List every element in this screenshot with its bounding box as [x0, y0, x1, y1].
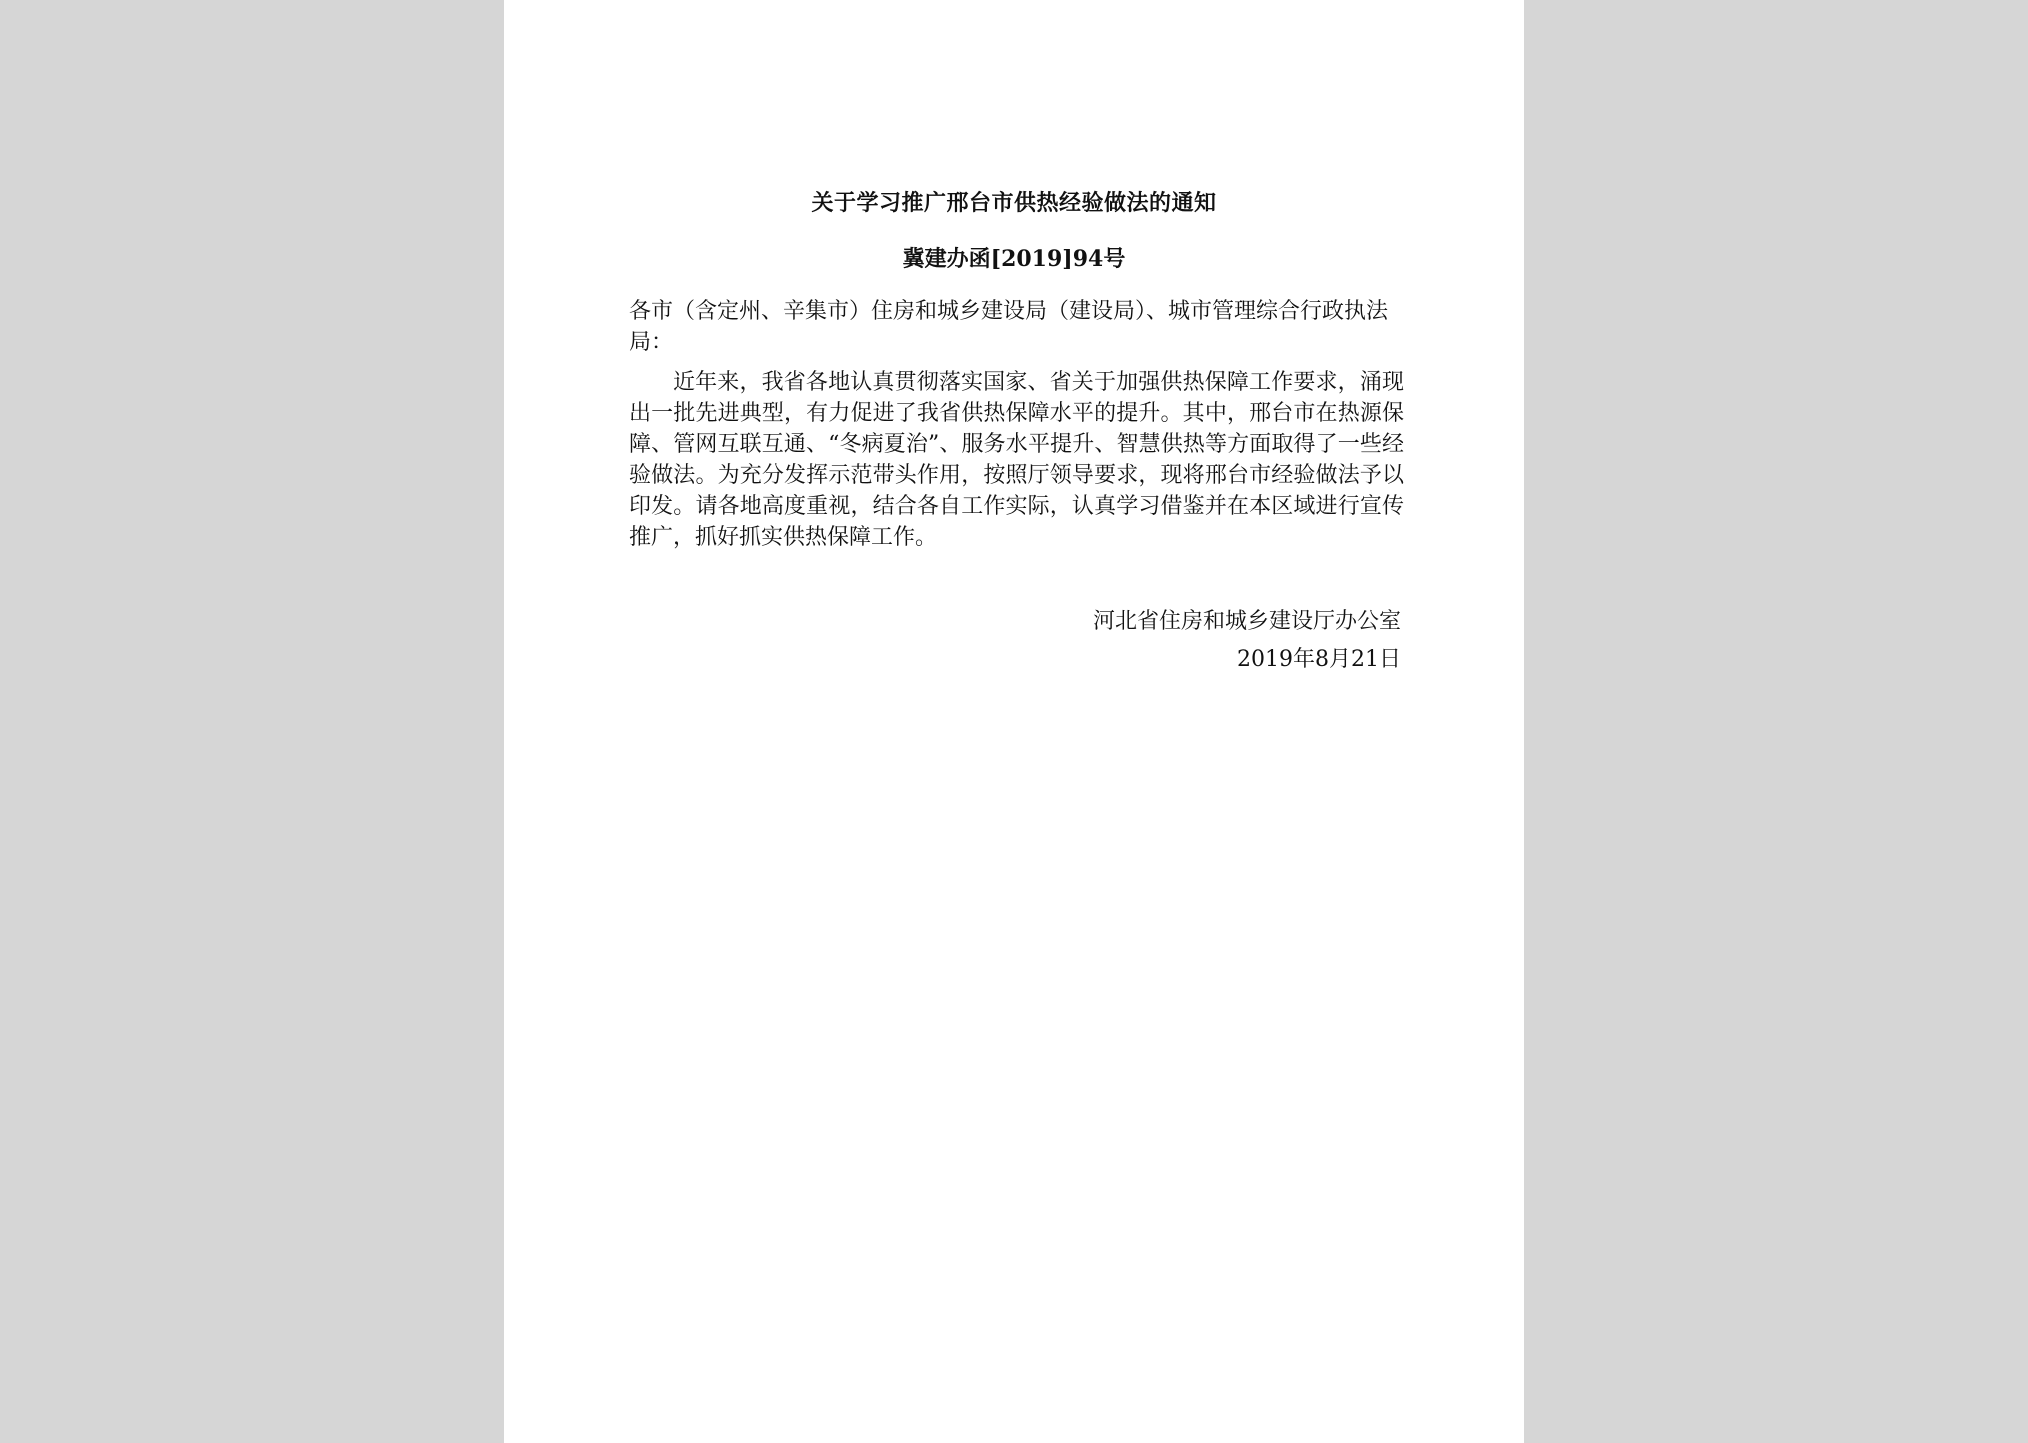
- signature-block: [1093, 603, 1401, 679]
- document-number: 冀建办函[2019]94号: [902, 246, 1126, 272]
- document-page: [504, 0, 1524, 1443]
- issuer: 河北省住房和城乡建设厅办公室: [1092, 609, 1401, 634]
- body-paragraph: 近年来，我省各地认真贯彻落实国家、省关于加强供热保障工作要求，涌现出一批先进典型，有力促进了我省供热保障水平的提升。其中，邢台市在热源保障、管网互联互通、“冬病夏治”、服务水平提升、智慧供热等方面取得了一些经验做法。为充分发挥示范带头作用，按照厅领导要求，现将邢台市经验做法予以印发。请各地高度重视，结合各自工作实际，认真学习借鉴并在本区域进行宣传推广，抓好抓实供热保障工作。: [629, 370, 1404, 550]
- issue-date: 2019年8月21日: [1237, 647, 1401, 672]
- document-title: 关于学习推广邢台市供热经验做法的通知: [811, 190, 1217, 216]
- addressee: 各市（含定州、辛集市）住房和城乡建设局（建设局）、城市管理综合行政执法局：: [629, 299, 1389, 355]
